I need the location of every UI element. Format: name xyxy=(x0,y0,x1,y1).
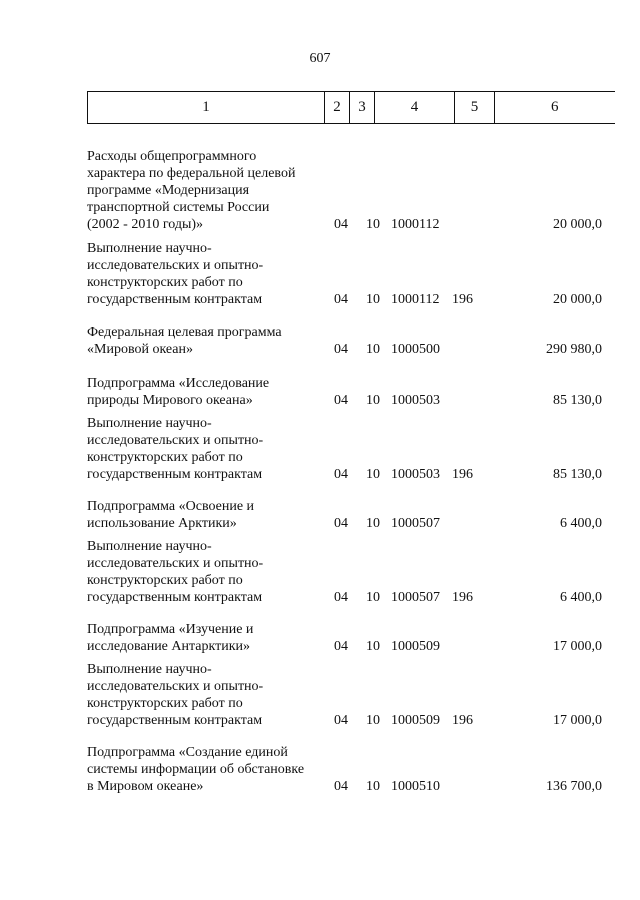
row-section: 04 xyxy=(334,639,348,654)
row-amount: 85 130,0 xyxy=(553,467,602,482)
row-amount: 290 980,0 xyxy=(546,342,602,357)
column-header-2: 2 xyxy=(325,92,350,124)
row-expense-type: 196 xyxy=(452,713,473,728)
column-header-3: 3 xyxy=(350,92,375,124)
row-amount: 85 130,0 xyxy=(553,393,602,408)
row-expense-type: 196 xyxy=(452,292,473,307)
row-description: Расходы общепрограммного характера по федеральной целевой программе «Модернизация транспортной системы России (2002 - 2010 годы)» xyxy=(87,149,296,232)
column-header-1: 1 xyxy=(88,92,325,124)
row-amount: 6 400,0 xyxy=(560,516,602,531)
row-subsection: 10 xyxy=(366,467,380,482)
row-amount: 17 000,0 xyxy=(553,639,602,654)
row-description: Выполнение научно- исследовательских и опытно- конструкторских работ по государственным контрактам xyxy=(87,416,264,482)
row-target-item: 1000503 xyxy=(391,393,440,408)
row-description: Подпрограмма «Изучение и исследование Антарктики» xyxy=(87,622,254,654)
row-section: 04 xyxy=(334,342,348,357)
row-subsection: 10 xyxy=(366,779,380,794)
row-description: Подпрограмма «Создание единой системы информации об обстановке в Мировом океане» xyxy=(87,745,305,794)
row-subsection: 10 xyxy=(366,516,380,531)
row-amount: 20 000,0 xyxy=(553,292,602,307)
row-section: 04 xyxy=(334,292,348,307)
row-target-item: 1000509 xyxy=(391,713,440,728)
row-subsection: 10 xyxy=(366,342,380,357)
row-description: Выполнение научно- исследовательских и опытно- конструкторских работ по государственным контрактам xyxy=(87,241,264,307)
row-target-item: 1000510 xyxy=(391,779,440,794)
row-target-item: 1000503 xyxy=(391,467,440,482)
row-section: 04 xyxy=(334,217,348,232)
row-amount: 6 400,0 xyxy=(560,590,602,605)
row-target-item: 1000507 xyxy=(391,516,440,531)
row-section: 04 xyxy=(334,393,348,408)
row-description: Выполнение научно- исследовательских и опытно- конструкторских работ по государственным контрактам xyxy=(87,662,264,728)
row-subsection: 10 xyxy=(366,292,380,307)
row-subsection: 10 xyxy=(366,639,380,654)
row-section: 04 xyxy=(334,467,348,482)
row-target-item: 1000509 xyxy=(391,639,440,654)
row-section: 04 xyxy=(334,779,348,794)
row-description: Выполнение научно- исследовательских и опытно- конструкторских работ по государственным контрактам xyxy=(87,539,264,605)
row-section: 04 xyxy=(334,590,348,605)
row-subsection: 10 xyxy=(366,217,380,232)
row-amount: 136 700,0 xyxy=(546,779,602,794)
column-header-5: 5 xyxy=(455,92,495,124)
row-description: Подпрограмма «Исследование природы Мирового океана» xyxy=(87,376,270,408)
row-amount: 20 000,0 xyxy=(553,217,602,232)
row-subsection: 10 xyxy=(366,393,380,408)
row-expense-type: 196 xyxy=(452,590,473,605)
row-section: 04 xyxy=(334,516,348,531)
row-subsection: 10 xyxy=(366,713,380,728)
row-target-item: 1000112 xyxy=(391,292,440,307)
row-amount: 17 000,0 xyxy=(553,713,602,728)
row-description: Федеральная целевая программа «Мировой океан» xyxy=(87,325,282,357)
row-subsection: 10 xyxy=(366,590,380,605)
row-expense-type: 196 xyxy=(452,467,473,482)
page-number: 607 xyxy=(309,51,331,66)
row-target-item: 1000507 xyxy=(391,590,440,605)
row-target-item: 1000112 xyxy=(391,217,440,232)
column-header-6: 6 xyxy=(495,92,615,124)
column-header-4: 4 xyxy=(375,92,455,124)
row-section: 04 xyxy=(334,713,348,728)
row-description: Подпрограмма «Освоение и использование Арктики» xyxy=(87,499,255,531)
row-target-item: 1000500 xyxy=(391,342,440,357)
